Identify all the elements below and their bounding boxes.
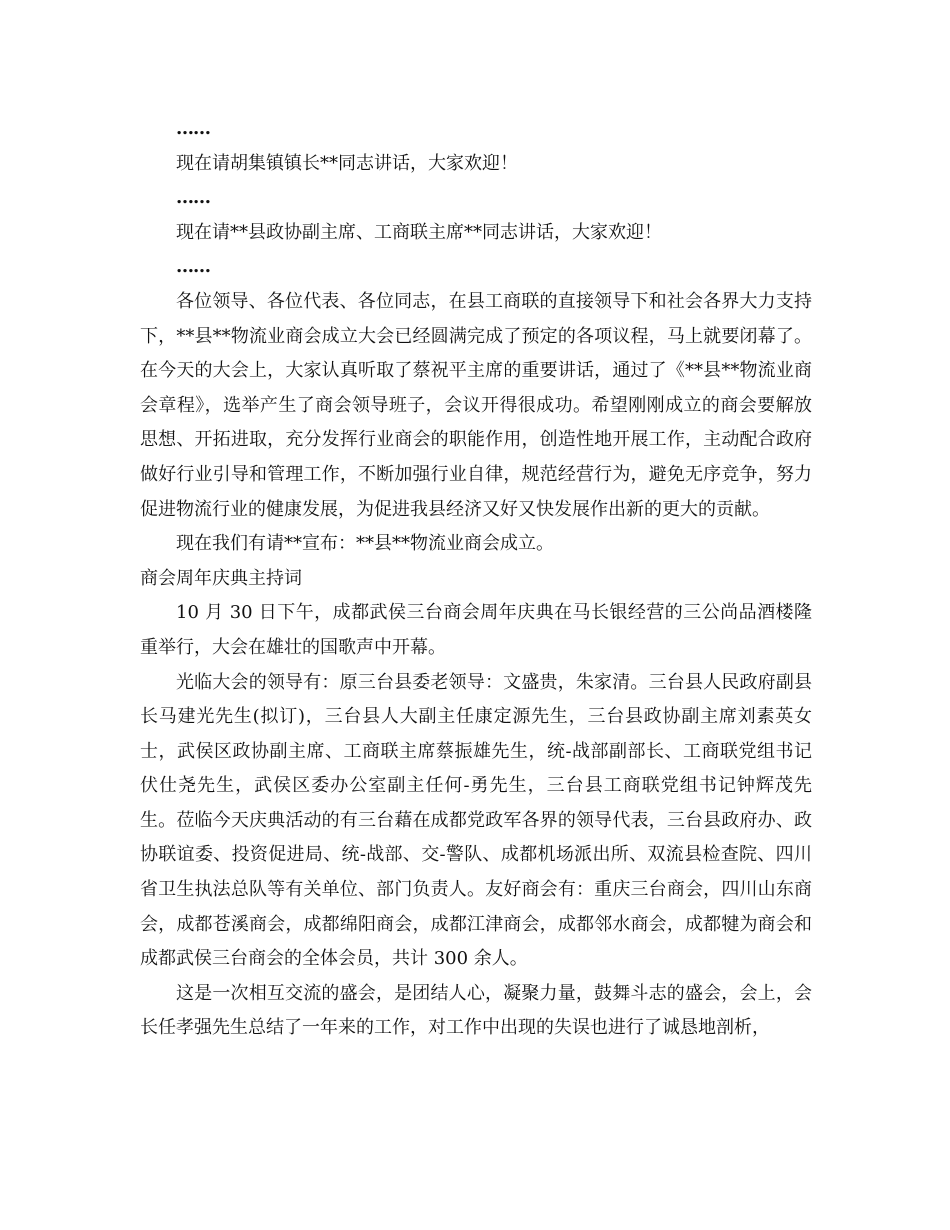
ellipsis-line: ……: [176, 187, 210, 209]
document-body: [140, 112, 812, 1046]
section-heading: 商会周年庆典主持词: [140, 567, 302, 589]
paragraph: 各位领导、各位代表、各位同志，在县工商联的直接领导下和社会各界大力支持下，**县**物流业商会成立大会已经圆满完成了预定的各项议程，马上就要闭幕了。在今天的大会上，大家认真听取了蔡祝平主席的重要讲话，通过了《**县**物流业商会章程》，选举产生了商会领导班子，会议开得很成功。希望刚刚成立的商会要解放思想、开拓进取，充分发挥行业商会的职能作用，创造性地开展工作，主动配合政府做好行业引导和管理工作，不断加强行业自律，规范经营行为，避免无序竞争，努力促进物流行业的健康发展，为促进我县经济又好又快发展作出新的更大的贡献。: [140, 290, 812, 520]
ellipsis-line: ……: [176, 256, 210, 278]
paragraph: 现在请胡集镇镇长**同志讲话，大家欢迎！: [176, 152, 518, 174]
paragraph: 现在请**县政协副主席、工商联主席**同志讲话，大家欢迎！: [176, 221, 662, 243]
paragraph: 光临大会的领导有：原三台县委老领导：文盛贵，朱家清。三台县人民政府副县长马建光先生(拟订)，三台县人大副主任康定源先生，三台县政协副主席刘素英女士，武侯区政协副主席、工商联主席蔡振雄先生，统-战部副部长、工商联党组书记伏仕尧先生，武侯区委办公室副主任何-勇先生，三台县工商联党组书记钟辉茂先生。莅临今天庆典活动的有三台藉在成都党政军各界的领导代表，三台县政府办、政协联谊委、投资促进局、统-战部、交-警队、成都机场派出所、双流县检查院、四川省卫生执法总队等有关单位、部门负责人。友好商会有：重庆三台商会，四川山东商会，成都苍溪商会，成都绵阳商会，成都江津商会，成都邻水商会，成都犍为商会和成都武侯三台商会的全体会员，共计 300 余人。: [140, 671, 812, 970]
paragraph: 现在我们有请**宣布：**县**物流业商会成立。: [176, 533, 554, 555]
paragraph: 10 月 30 日下午，成都武侯三台商会周年庆典在马长银经营的三公尚品酒楼隆重举行，大会在雄壮的国歌声中开幕。: [140, 602, 812, 658]
paragraph: 这是一次相互交流的盛会，是团结人心，凝聚力量，鼓舞斗志的盛会，会上，会长任孝强先生总结了一年来的工作，对工作中出现的失误也进行了诚恳地剖析，: [140, 982, 812, 1039]
ellipsis-line: ……: [176, 118, 210, 139]
